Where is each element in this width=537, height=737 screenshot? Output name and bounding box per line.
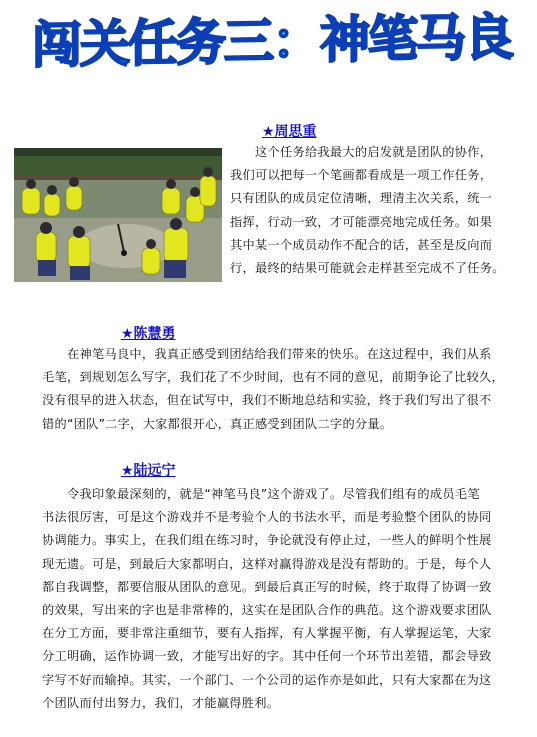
- team-activity-photo: [14, 148, 222, 282]
- paragraph-line: 我们可以把每一个笔画都看成是一项工作任务，: [230, 168, 493, 183]
- paragraph-line: 令我印象最深刻的，就是“神笔马良”这个游戏了。尽管我们组有的成员毛笔: [67, 487, 480, 501]
- paragraph-line: 现无遗。可是，到最后大家都明白，这样对赢得游戏是没有帮助的。于是，每个人: [42, 556, 492, 571]
- section-name-chen: ★陈慧勇: [121, 326, 176, 342]
- section-name-lu: ★陆远宁: [121, 463, 176, 479]
- paragraph-line: 这个任务给我最大的启发就是团队的协作，: [255, 145, 493, 159]
- paragraph-line: 错的“团队”二字，大家都很开心，真正感受到团队二字的分量。: [42, 416, 393, 431]
- paragraph-line: 都自我调整，都要信服从团队的意见。到最后真正写的时候，终于取得了协调一致: [42, 579, 492, 594]
- paragraph-line: 分工明确，运作协调一致，才能写出好的字。其中任何一个环节出差错，都会导致: [42, 649, 492, 664]
- paragraph-line: 字写不好而输掉。其实，一个部门、一个公司的运作亦是如此，只有大家都在为这: [42, 672, 492, 687]
- paragraph-line: 个团队而付出努力，我们，才能赢得胜利。: [42, 695, 280, 710]
- paragraph-line: 只有团队的成员定位清晰，理清主次关系，统一: [230, 191, 493, 206]
- paragraph-line: 没有很早的进入状态，但在试写中，我们不断地总结和实验，终于我们写出了很不: [42, 393, 492, 408]
- paragraph-line: 毛笔，到规划怎么写字，我们花了不少时间，也有不同的意见，前期争论了比较久，: [42, 370, 505, 385]
- paragraph-line: 其中某一个成员动作不配合的话，甚至是反向而: [230, 237, 493, 252]
- section-paragraph-chen: [42, 343, 512, 436]
- paragraph-line: 在神笔马良中，我真正感受到团结给我们带来的快乐。在这过程中，我们从系: [67, 347, 492, 361]
- section-name-zhou: ★周思重: [262, 124, 317, 140]
- section-paragraph-lu: [42, 483, 512, 715]
- paragraph-line: 的效果，写出来的字也是非常棒的，这实在是团队合作的典范。这个游戏要求团队: [42, 603, 492, 618]
- paragraph-line: 在分工方面，要非常注重细节，要有人指挥，有人掌握平衡，有人掌握运笔，大家: [42, 626, 492, 641]
- paragraph-line: 指挥，行动一致，才可能漂亮地完成任务。如果: [230, 214, 493, 229]
- section-paragraph-zhou: [230, 141, 525, 280]
- page-title: [32, 6, 512, 78]
- paragraph-line: 行，最终的结果可能就会走样甚至完成不了任务。: [230, 261, 505, 276]
- paragraph-line: 书法很厉害，可是这个游戏并不是考验个人的书法水平，而是考验整个团队的协同: [42, 510, 492, 525]
- paragraph-line: 协调能力。事实上，在我们组在练习时，争论就没有停止过，一些人的鲜明个性展: [42, 533, 492, 548]
- title-text: 闯关任务三：神笔马良: [32, 8, 512, 75]
